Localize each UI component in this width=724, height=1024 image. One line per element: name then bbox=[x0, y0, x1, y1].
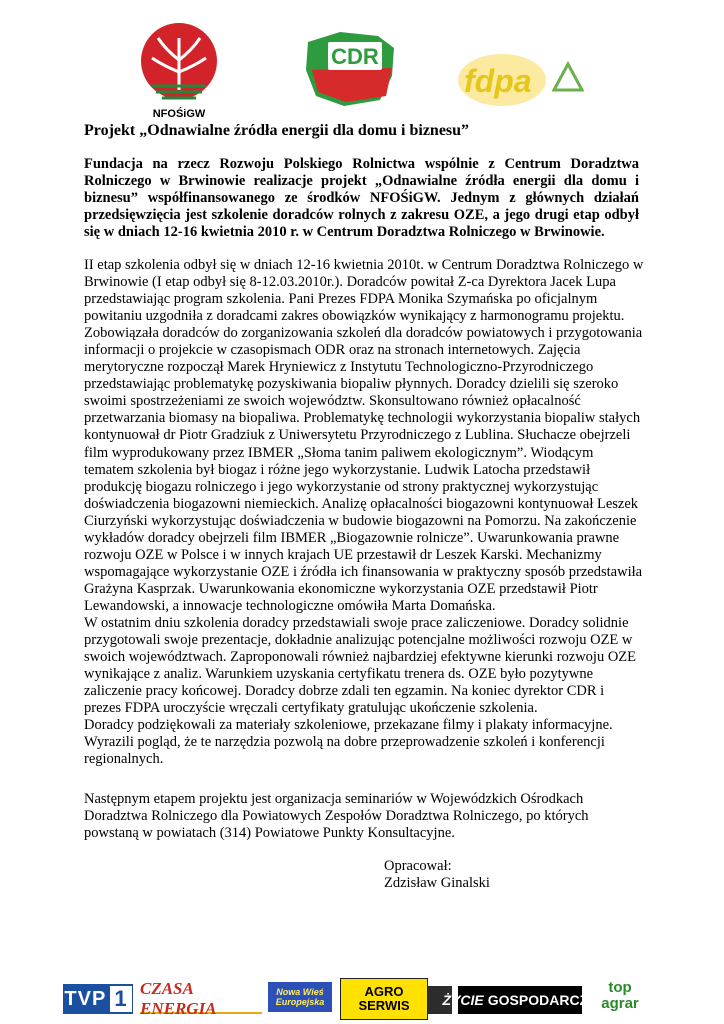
nfosigw-label: NFOŚiGW bbox=[152, 108, 206, 120]
nowa-wies-logo bbox=[268, 982, 332, 1012]
top-agrar-logo bbox=[590, 974, 650, 1018]
tvp-number: 1 bbox=[110, 986, 131, 1012]
sponsor-logos bbox=[0, 972, 724, 1022]
nowa-wies-line2: Europejska bbox=[275, 997, 325, 1007]
agro-line2: SERWIS bbox=[358, 998, 410, 1013]
nfosigw-logo bbox=[138, 20, 220, 120]
fdpa-logo bbox=[458, 50, 586, 108]
agro-line1: AGRO bbox=[364, 984, 404, 999]
czas-na-energia-logo: CZASA ENERGIA bbox=[140, 986, 262, 1014]
tvp1-logo bbox=[63, 984, 133, 1014]
fdpa-mark-icon bbox=[458, 50, 586, 108]
lead-paragraph: Fundacja na rzecz Rozwoju Polskiego Rolnictwa wspólnie z Centrum Doradztwa Rolniczego w Brwinowie realizacje projekt „Odnawialne źródła energii dla domu i biznesu” współfinansowanego ze środków NFOŚiGW. Jednym z głównych działań przedsięwzięcia jest szkolenie doradców rolnych z zakresu OZE, a jego drugi etap odbył się w dniach 12-16 kwietnia 2010 r. w Centrum Doradztwa Rolniczego w Brwinowie. bbox=[84, 156, 639, 240]
zycie-line2: GOSPODARCZE bbox=[487, 992, 598, 1008]
tvp-label: TVP bbox=[64, 987, 107, 1010]
signature bbox=[384, 858, 490, 892]
zycie-gospodarcze-logo bbox=[442, 986, 598, 1014]
topagrar-line1: top bbox=[608, 979, 632, 996]
signature-name: Zdzisław Ginalski bbox=[384, 875, 490, 891]
signature-label: Opracował: bbox=[384, 858, 452, 874]
article-body bbox=[84, 257, 644, 768]
cdr-label: CDR bbox=[331, 44, 379, 69]
fdpa-label: fdpa bbox=[464, 63, 532, 99]
header-logos bbox=[0, 14, 724, 124]
body-paragraph: Doradcy podziękowali za materiały szkoleniowe, przekazane filmy i plakaty informacyjne. Wyrazili pogląd, że te narzędzia pozwolą na dobre przeprowadzenie szkoleń i konferencji regionalnych. bbox=[84, 717, 613, 768]
nfosigw-emblem-icon bbox=[138, 20, 220, 106]
nowa-wies-line1: Nowa Wieś bbox=[276, 987, 324, 997]
zycie-line1: ŻYCIE bbox=[442, 992, 484, 1008]
final-paragraph: Następnym etapem projektu jest organizacja seminariów w Wojewódzkich Ośrodkach Doradztwa Rolniczego dla Powiatowych Zespołów Doradztwa Rolniczego, po których powstaną w powiatach (314) Powiatowe Punkty Konsultacyjne. bbox=[84, 791, 589, 841]
body-paragraph: W ostatnim dniu szkolenia doradcy przedstawiali swoje prace zaliczeniowe. Doradcy solidnie przygotowali swoje prezentacje, dokładnie analizując potencjalne możliwości rozwoju OZE w swoich województwach. Zaproponowali również najbardziej efektywne kierunki rozwoju OZE wynikające z analiz. Warunkiem uzyskania certyfikatu trenera ds. OZE było pozytywne zaliczenie pracy końcowej. Doradcy dobrze zdali ten egzamin. Na koniec dyrektor CDR i prezes FDPA uroczyście wręczali certyfikaty gratulując ukończenie szkolenia. bbox=[84, 614, 637, 717]
cdr-logo bbox=[300, 26, 400, 110]
page-title: Projekt „Odnawialne źródła energii dla domu i biznesu” bbox=[84, 122, 470, 139]
agro-serwis-logo bbox=[340, 978, 428, 1020]
topagrar-line2: agrar bbox=[601, 995, 639, 1012]
body-paragraph: II etap szkolenia odbył się w dniach 12-16 kwietnia 2010t. w Centrum Doradztwa Rolniczego w Brwinowie (I etap odbył się 8-12.03.2010r.). Doradców powitał Z-ca Dyrektora Jacek Lupa przedstawiając program szkolenia. Pani Prezes FDPA Monika Szymańska po oficjalnym powitaniu uzgodniła z doradcami zakres obowiązków wynikający z harmonogramu projektu. Zobowiązała doradców do zorganizowania szkoleń dla doradców powiatowych i przygotowania informacji o projekcie w czasopismach ODR oraz na stronach internetowych. Zajęcia merytoryczne rozpoczął Marek Hryniewicz z Instytutu Technologiczno-Przyrodniczego przedstawiając problematykę pozyskiwania biopaliw płynnych. Doradcy dzielili się szeroko swoimi spostrzeżeniami ze swoich województw. Skonsultowano również opłacalność przetwarzania biomasy na biopaliwa. Problematykę technologii wykorzystania biopaliw stałych kontynuował dr Piotr Gradziuk z Uniwersytetu Przyrodniczego z Lublina. Słuchacze obejrzeli film wyprodukowany przez IBMER „Słoma tanim paliwem ekologicznym”. Wiodącym tematem szkolenia był biogaz i różne jego wykorzystanie. Ludwik Latocha przedstawił produkcję biogazu rolniczego i jego wykorzystanie od strony praktycznej wykorzystując doświadczenia biogazowni niemieckich. Analizę opłacalności biogazowni kontynuował Leszek Ciurzyński wykorzystując doświadczenia w budowie biogazowni na Pomorzu. Na zakończenie wykładów doradcy obejrzeli film IBMER „Biogazownie rolnicze”. Uwarunkowania prawne rozwoju OZE w Polsce i w innych krajach UE przestawił dr Leszek Karski. Mechanizmy wspomagające wykorzystanie OZE i źródła ich finansowania w praktyczny sposób przedstawiła Grażyna Kasprzak. Uwarunkowania ekonomiczne wykorzystania OZE przedstawił Piotr Lewandowski, a innowacje technologiczne omówiła Marta Domańska. bbox=[84, 257, 644, 614]
cdr-map-icon bbox=[300, 26, 400, 110]
